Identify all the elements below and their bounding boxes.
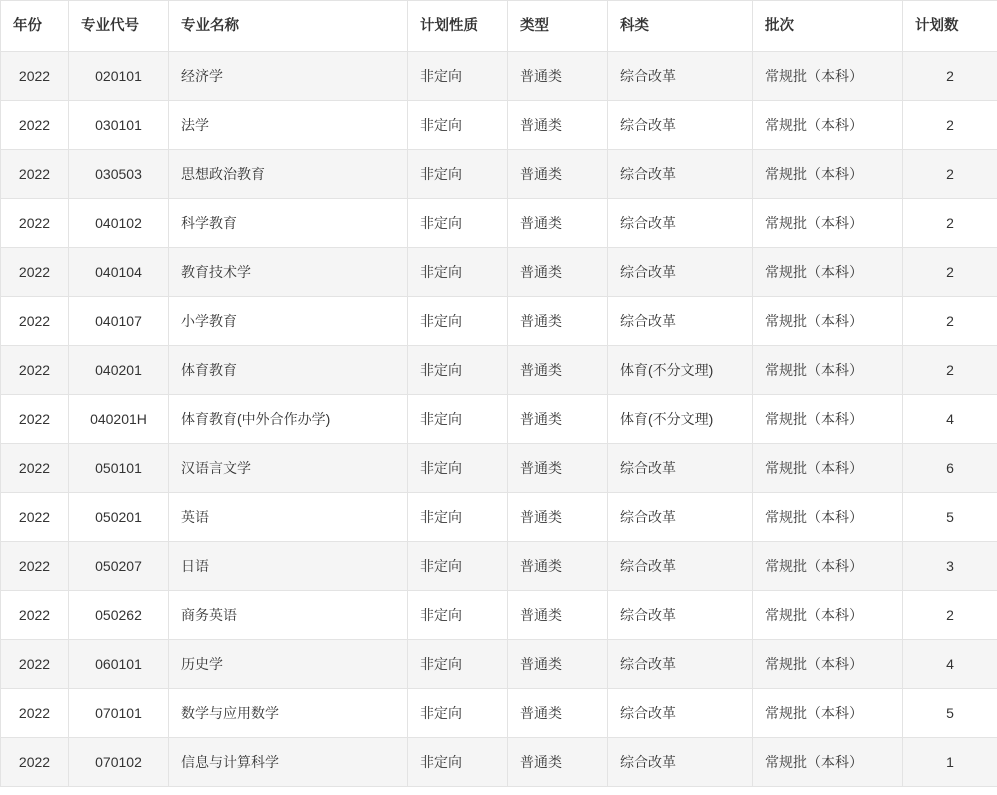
cell-name: 数学与应用数学 <box>169 689 408 738</box>
cell-count: 2 <box>903 52 997 101</box>
cell-type: 普通类 <box>508 640 608 689</box>
cell-name: 经济学 <box>169 52 408 101</box>
cell-nature: 非定向 <box>408 199 508 248</box>
cell-code: 050201 <box>69 493 169 542</box>
table-row <box>1 248 997 297</box>
cell-year: 2022 <box>1 640 69 689</box>
cell-code: 020101 <box>69 52 169 101</box>
cell-type: 普通类 <box>508 248 608 297</box>
cell-type: 普通类 <box>508 52 608 101</box>
table-row <box>1 101 997 150</box>
cell-nature: 非定向 <box>408 52 508 101</box>
column-header-batch: 批次 <box>753 1 903 52</box>
cell-batch: 常规批（本科） <box>753 738 903 787</box>
cell-year: 2022 <box>1 542 69 591</box>
cell-code: 040107 <box>69 297 169 346</box>
cell-type: 普通类 <box>508 297 608 346</box>
cell-type: 普通类 <box>508 150 608 199</box>
cell-name: 法学 <box>169 101 408 150</box>
cell-type: 普通类 <box>508 542 608 591</box>
cell-name: 信息与计算科学 <box>169 738 408 787</box>
cell-year: 2022 <box>1 444 69 493</box>
cell-subject: 综合改革 <box>608 640 753 689</box>
column-header-nature: 计划性质 <box>408 1 508 52</box>
cell-count: 6 <box>903 444 997 493</box>
cell-code: 060101 <box>69 640 169 689</box>
cell-name: 历史学 <box>169 640 408 689</box>
cell-count: 2 <box>903 297 997 346</box>
cell-subject: 综合改革 <box>608 199 753 248</box>
cell-code: 050262 <box>69 591 169 640</box>
cell-code: 070101 <box>69 689 169 738</box>
column-header-code: 专业代号 <box>69 1 169 52</box>
cell-year: 2022 <box>1 297 69 346</box>
cell-year: 2022 <box>1 689 69 738</box>
cell-subject: 综合改革 <box>608 101 753 150</box>
cell-batch: 常规批（本科） <box>753 493 903 542</box>
cell-count: 3 <box>903 542 997 591</box>
cell-type: 普通类 <box>508 493 608 542</box>
cell-count: 2 <box>903 591 997 640</box>
cell-subject: 综合改革 <box>608 297 753 346</box>
cell-subject: 综合改革 <box>608 738 753 787</box>
cell-batch: 常规批（本科） <box>753 395 903 444</box>
table-row <box>1 444 997 493</box>
cell-count: 4 <box>903 395 997 444</box>
cell-batch: 常规批（本科） <box>753 248 903 297</box>
cell-name: 小学教育 <box>169 297 408 346</box>
cell-code: 040201 <box>69 346 169 395</box>
table-row <box>1 542 997 591</box>
cell-count: 2 <box>903 150 997 199</box>
cell-count: 2 <box>903 199 997 248</box>
cell-subject: 综合改革 <box>608 444 753 493</box>
cell-name: 日语 <box>169 542 408 591</box>
cell-code: 040104 <box>69 248 169 297</box>
cell-nature: 非定向 <box>408 346 508 395</box>
cell-nature: 非定向 <box>408 738 508 787</box>
cell-year: 2022 <box>1 248 69 297</box>
cell-count: 4 <box>903 640 997 689</box>
cell-name: 英语 <box>169 493 408 542</box>
cell-subject: 综合改革 <box>608 493 753 542</box>
cell-nature: 非定向 <box>408 689 508 738</box>
cell-batch: 常规批（本科） <box>753 444 903 493</box>
cell-type: 普通类 <box>508 738 608 787</box>
table-header <box>1 1 997 52</box>
table-row <box>1 150 997 199</box>
cell-name: 体育教育(中外合作办学) <box>169 395 408 444</box>
column-header-subject: 科类 <box>608 1 753 52</box>
cell-subject: 综合改革 <box>608 150 753 199</box>
cell-code: 030101 <box>69 101 169 150</box>
column-header-type: 类型 <box>508 1 608 52</box>
cell-year: 2022 <box>1 493 69 542</box>
cell-year: 2022 <box>1 101 69 150</box>
table-row <box>1 738 997 787</box>
cell-batch: 常规批（本科） <box>753 346 903 395</box>
cell-year: 2022 <box>1 395 69 444</box>
cell-count: 5 <box>903 689 997 738</box>
cell-nature: 非定向 <box>408 591 508 640</box>
cell-batch: 常规批（本科） <box>753 542 903 591</box>
table-row <box>1 591 997 640</box>
cell-nature: 非定向 <box>408 444 508 493</box>
cell-count: 1 <box>903 738 997 787</box>
table-row <box>1 297 997 346</box>
cell-name: 科学教育 <box>169 199 408 248</box>
cell-year: 2022 <box>1 346 69 395</box>
cell-count: 2 <box>903 248 997 297</box>
cell-nature: 非定向 <box>408 248 508 297</box>
cell-year: 2022 <box>1 591 69 640</box>
cell-name: 商务英语 <box>169 591 408 640</box>
cell-nature: 非定向 <box>408 150 508 199</box>
cell-nature: 非定向 <box>408 395 508 444</box>
table-body <box>1 52 997 787</box>
column-header-count: 计划数 <box>903 1 997 52</box>
cell-batch: 常规批（本科） <box>753 52 903 101</box>
table-row <box>1 640 997 689</box>
cell-code: 030503 <box>69 150 169 199</box>
cell-subject: 综合改革 <box>608 542 753 591</box>
cell-type: 普通类 <box>508 689 608 738</box>
table-row <box>1 493 997 542</box>
cell-count: 5 <box>903 493 997 542</box>
cell-code: 070102 <box>69 738 169 787</box>
cell-batch: 常规批（本科） <box>753 199 903 248</box>
cell-nature: 非定向 <box>408 493 508 542</box>
cell-nature: 非定向 <box>408 640 508 689</box>
cell-subject: 体育(不分文理) <box>608 346 753 395</box>
cell-year: 2022 <box>1 199 69 248</box>
cell-count: 2 <box>903 101 997 150</box>
cell-batch: 常规批（本科） <box>753 640 903 689</box>
cell-name: 汉语言文学 <box>169 444 408 493</box>
cell-name: 思想政治教育 <box>169 150 408 199</box>
table-row <box>1 689 997 738</box>
cell-code: 050101 <box>69 444 169 493</box>
cell-year: 2022 <box>1 52 69 101</box>
cell-count: 2 <box>903 346 997 395</box>
cell-type: 普通类 <box>508 346 608 395</box>
table-row <box>1 199 997 248</box>
table-row <box>1 346 997 395</box>
cell-type: 普通类 <box>508 444 608 493</box>
cell-type: 普通类 <box>508 395 608 444</box>
cell-subject: 综合改革 <box>608 52 753 101</box>
cell-subject: 体育(不分文理) <box>608 395 753 444</box>
cell-name: 体育教育 <box>169 346 408 395</box>
table-header-row <box>1 1 997 52</box>
cell-batch: 常规批（本科） <box>753 591 903 640</box>
cell-name: 教育技术学 <box>169 248 408 297</box>
cell-type: 普通类 <box>508 101 608 150</box>
cell-nature: 非定向 <box>408 297 508 346</box>
column-header-year: 年份 <box>1 1 69 52</box>
cell-type: 普通类 <box>508 591 608 640</box>
cell-batch: 常规批（本科） <box>753 150 903 199</box>
cell-batch: 常规批（本科） <box>753 689 903 738</box>
cell-batch: 常规批（本科） <box>753 297 903 346</box>
cell-year: 2022 <box>1 738 69 787</box>
cell-subject: 综合改革 <box>608 248 753 297</box>
cell-batch: 常规批（本科） <box>753 101 903 150</box>
column-header-name: 专业名称 <box>169 1 408 52</box>
cell-nature: 非定向 <box>408 101 508 150</box>
table-row <box>1 52 997 101</box>
table-row <box>1 395 997 444</box>
cell-year: 2022 <box>1 150 69 199</box>
cell-code: 040102 <box>69 199 169 248</box>
cell-subject: 综合改革 <box>608 591 753 640</box>
cell-code: 050207 <box>69 542 169 591</box>
cell-subject: 综合改革 <box>608 689 753 738</box>
cell-nature: 非定向 <box>408 542 508 591</box>
cell-type: 普通类 <box>508 199 608 248</box>
cell-code: 040201H <box>69 395 169 444</box>
